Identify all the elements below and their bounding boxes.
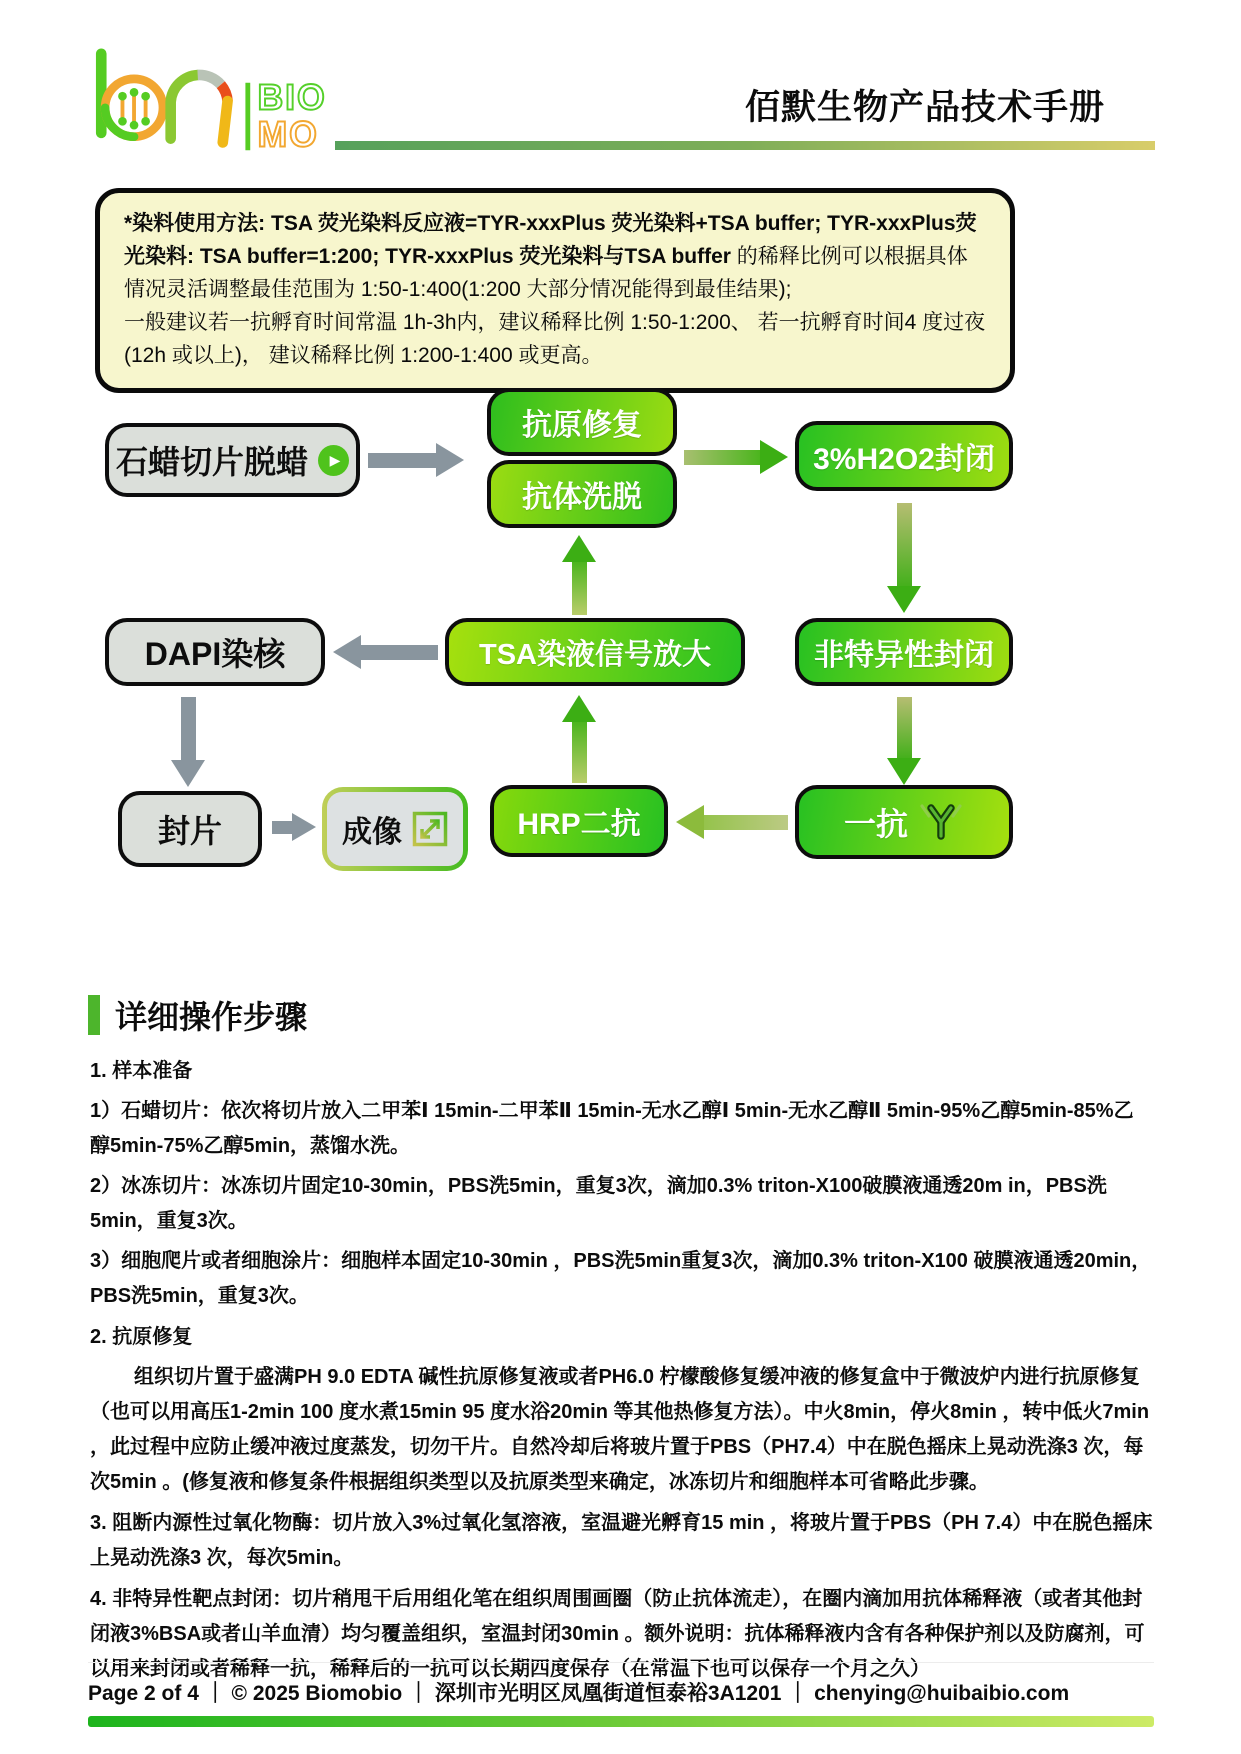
flow-node-h2o2-block-label: 3%H2O2封闭	[813, 443, 995, 476]
flow-node-antibody-stripping-label: 抗体洗脱	[522, 481, 642, 514]
page-title: 佰默生物产品技术手册	[744, 88, 1105, 127]
antibody-icon	[918, 802, 964, 842]
flowchart	[0, 385, 1241, 890]
step-paragraph: 3. 阻断内源性过氧化物酶：切片放入3%过氧化氢溶液，室温避光孵育15 min ，将玻片置于PBS（PH 7.4）中在脱色摇床上晃动洗涤3 次，每次5min。	[90, 1512, 1153, 1569]
step-paragraph: 组织切片置于盛满PH 9.0 EDTA 碱性抗原修复液或者PH6.0 柠檬酸修复缓冲液的修复盒中于微波炉内进行抗原修复（也可以用高压1-2min 100 度水煮15min 95 度水浴20min 等其他热修复方法）。中火8min，停火8min ，转中低火7min ，此过程中应防止缓冲液过度蒸发，切勿干片。自然冷却后将玻片置于PBS（PH7.4）中在脱色摇床上晃动洗涤3 次，每次5min 。(修复液和修复条件根据组织类型以及抗原类型来确定，冰冻切片和细胞样本可省略此步骤。	[90, 1366, 1150, 1493]
step-paragraph: 1. 样本准备	[90, 1060, 193, 1082]
arrow-h2o2-to-nonspecific	[887, 503, 921, 613]
flow-node-nonspecific-block	[795, 618, 1013, 686]
section-heading-bar	[88, 995, 100, 1035]
arrow-hrp-to-tsa	[562, 695, 596, 783]
logo-icon	[85, 48, 347, 156]
section-heading-row	[88, 992, 307, 1038]
logo-wordmark-mo: MO	[257, 114, 319, 155]
step-paragraph: 2）冰冻切片：冰冻切片固定10-30min，PBS洗5min，重复3次，滴加0.3% triton-X100破膜液通透20m in，PBS洗5min，重复3次。	[90, 1175, 1107, 1232]
flow-node-dapi	[105, 618, 325, 686]
flow-node-antigen-retrieval-label: 抗原修复	[522, 409, 642, 442]
flow-node-dewax-label: 石蜡切片脱蜡	[115, 444, 308, 480]
arrow-mounting-to-imaging	[272, 813, 316, 841]
flow-node-tsa-amplification	[445, 618, 745, 686]
logo-wordmark-bio: BIO	[257, 77, 327, 118]
arrow-dewax-to-retrieval	[368, 443, 464, 477]
step-paragraph: 2. 抗原修复	[90, 1326, 193, 1348]
expand-icon	[412, 811, 448, 847]
flow-node-imaging-label: 成像	[342, 816, 402, 849]
note-paragraph-2: 一般建议若一抗孵育时间常温 1h-3h内，建议稀释比例 1:50-1:200、 若一抗孵育时间4 度过夜(12h 或以上)， 建议稀释比例 1:200-1:400 或更高。	[124, 311, 986, 367]
flow-node-primary-antibody	[795, 785, 1013, 859]
step-paragraph: 3）细胞爬片或者细胞涂片：细胞样本固定10-30min ，PBS洗5min重复3次，滴加0.3% triton-X100 破膜液通透20min，PBS洗5min，重复3次。	[90, 1250, 1152, 1307]
section-heading: 详细操作步骤	[115, 999, 308, 1035]
arrow-tsa-to-dapi	[333, 635, 438, 669]
arrow-tsa-to-stripping	[562, 535, 596, 615]
footer-rule	[88, 1716, 1154, 1727]
flow-node-h2o2-block	[795, 421, 1013, 491]
steps	[90, 1048, 1153, 1692]
flow-node-dewax	[105, 423, 360, 497]
step-paragraph: 4. 非特异性靶点封闭：切片稍甩干后用组化笔在组织周围画圈（防止抗体流走），在圈内滴加用抗体稀释液（或者其他封闭液3%BSA或者山羊血清）均匀覆盖组织，室温封闭30min 。额外说明：抗体稀释液内含有各种保护剂以及防腐剂，可以用来封闭或者稀释一抗，稀释后的一抗可以长期四度保存（在常温下也可以保存一个月之久）	[90, 1588, 1145, 1680]
footer	[88, 1662, 1154, 1727]
arrow-primary-to-hrp	[676, 805, 788, 839]
footer-text: Page 2 of 4 ｜ © 2025 Biomobio ｜ 深圳市光明区凤凰街道恒泰裕3A1201 ｜ chenying@huibaibio.com	[88, 1682, 1070, 1705]
flow-node-antigen-retrieval	[487, 388, 677, 456]
arrow-nonspecific-to-primary	[887, 697, 921, 785]
arrow-retrieval-to-h2o2	[684, 440, 788, 474]
arrow-dapi-to-mounting	[171, 697, 205, 787]
flow-node-antibody-stripping	[487, 460, 677, 528]
note-box	[95, 188, 1015, 393]
step-paragraph: 1）石蜡切片：依次将切片放入二甲苯Ⅰ 15min-二甲苯Ⅱ 15min-无水乙醇Ⅰ 5min-无水乙醇Ⅱ 5min-95%乙醇5min-85%乙醇5min-75%乙醇5min，蒸馏水洗。	[90, 1100, 1134, 1157]
flow-node-imaging	[322, 787, 468, 871]
flow-node-tsa-amplification-label: TSA染液信号放大	[478, 638, 711, 671]
flow-node-primary-antibody-label: 一抗	[843, 806, 908, 842]
flow-node-dapi-label: DAPI染核	[144, 636, 286, 672]
biomo-logo	[85, 48, 347, 161]
flow-node-mounting-label: 封片	[157, 813, 222, 849]
flow-node-hrp-secondary	[490, 785, 668, 857]
flow-node-hrp-secondary-label: HRP二抗	[517, 808, 641, 841]
note-rest: 的稀释比例可以根据具体情况灵活调整最佳范围为 1:50-1:400(1:200 大部分情况能得到最佳结果);	[124, 245, 968, 301]
flow-node-mounting	[118, 791, 262, 867]
play-icon: ▶	[318, 445, 349, 476]
note-bold-lead: *染料使用方法: TSA 荧光染料反应液=TYR-xxxPlus 荧光染料+TSA buffer; TYR-xxxPlus荧光染料: TSA buffer=1:200; TYR-xxxPlus 荧光染料与TSA buffer	[124, 212, 977, 268]
note-paragraph-1	[124, 207, 986, 306]
header-rule	[335, 141, 1155, 150]
flow-node-nonspecific-block-label: 非特异性封闭	[814, 639, 994, 672]
